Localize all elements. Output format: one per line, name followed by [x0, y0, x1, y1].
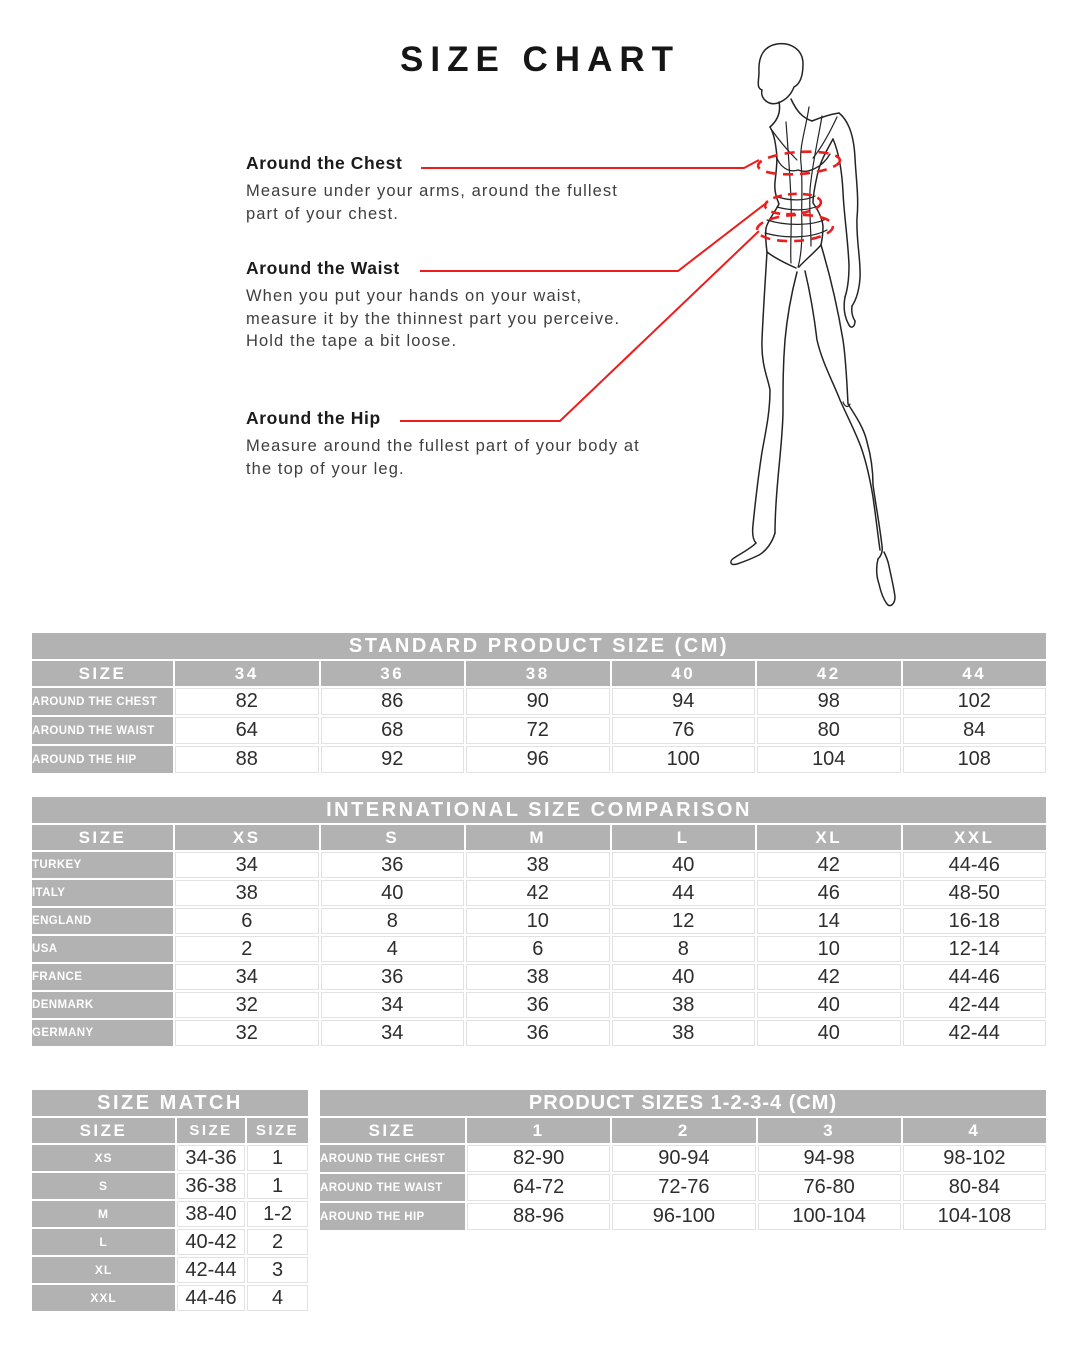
- cell: 82-90: [467, 1145, 610, 1172]
- column-header: 40: [612, 661, 756, 686]
- cell: 104-108: [903, 1203, 1046, 1230]
- table-row: [32, 717, 1046, 744]
- cell: 8: [321, 908, 465, 934]
- size-match-table: [30, 1088, 310, 1313]
- row-label: AROUND THE CHEST: [320, 1145, 465, 1172]
- column-header-row: [32, 825, 1046, 850]
- table-row: [320, 1174, 1046, 1201]
- cell: 98-102: [903, 1145, 1046, 1172]
- cell: 44: [612, 880, 756, 906]
- cell: 72: [466, 717, 610, 744]
- hip-guide-section: [246, 408, 658, 480]
- cell: 76-80: [758, 1174, 901, 1201]
- cell: 96: [466, 746, 610, 773]
- table-row: [32, 688, 1046, 715]
- cell: 90: [466, 688, 610, 715]
- column-header: 44: [903, 661, 1047, 686]
- table-row: [32, 1229, 308, 1255]
- cell: 48-50: [903, 880, 1047, 906]
- table-title: INTERNATIONAL SIZE COMPARISON: [32, 797, 1046, 823]
- cell: 40: [757, 1020, 901, 1046]
- row-label: FRANCE: [32, 964, 173, 990]
- hip-measure-ellipse: [756, 213, 833, 243]
- cell: 82: [175, 688, 319, 715]
- row-label: S: [32, 1173, 175, 1199]
- cell: 42-44: [177, 1257, 245, 1283]
- corner-label: SIZE: [32, 825, 173, 850]
- table-row: [32, 1201, 308, 1227]
- cell: 6: [175, 908, 319, 934]
- cell: 10: [757, 936, 901, 962]
- row-label: XS: [32, 1145, 175, 1171]
- cell: 1-2: [247, 1201, 308, 1227]
- cell: 42-44: [903, 1020, 1047, 1046]
- column-header-row: [320, 1118, 1046, 1143]
- waist-guide-heading: Around the Waist: [246, 258, 400, 278]
- row-label: AROUND THE HIP: [32, 746, 173, 773]
- cell: 44-46: [177, 1285, 245, 1311]
- table-row: [32, 880, 1046, 906]
- cell: 94-98: [758, 1145, 901, 1172]
- waist-guide-body: When you put your hands on your waist, measure it by the thinnest part you perceive. Hold the tape a bit loose.: [246, 287, 621, 350]
- column-header: XXL: [903, 825, 1047, 850]
- row-label: L: [32, 1229, 175, 1255]
- croquis-outline: [731, 44, 895, 606]
- column-header: XS: [175, 825, 319, 850]
- column-header: M: [466, 825, 610, 850]
- cell: 4: [247, 1285, 308, 1311]
- table-row: [32, 964, 1046, 990]
- cell: 80-84: [903, 1174, 1046, 1201]
- cell: 86: [321, 688, 465, 715]
- cell: 2: [175, 936, 319, 962]
- row-label: XL: [32, 1257, 175, 1283]
- row-label: AROUND THE WAIST: [320, 1174, 465, 1201]
- column-header: 36: [321, 661, 465, 686]
- column-header: SIZE: [247, 1118, 308, 1143]
- column-header-row: [32, 1118, 308, 1143]
- cell: 42-44: [903, 992, 1047, 1018]
- cell: 1: [247, 1173, 308, 1199]
- table-row: [32, 1173, 308, 1199]
- cell: 40: [612, 852, 756, 878]
- cell: 36: [466, 1020, 610, 1046]
- cell: 38-40: [177, 1201, 245, 1227]
- cell: 34: [321, 1020, 465, 1046]
- column-header: XL: [757, 825, 901, 850]
- cell: 40: [321, 880, 465, 906]
- cell: 100-104: [758, 1203, 901, 1230]
- cell: 36: [321, 852, 465, 878]
- hip-guide-body: Measure around the fullest part of your body at the top of your leg.: [246, 437, 640, 478]
- column-header: 2: [612, 1118, 755, 1143]
- table-title: PRODUCT SIZES 1-2-3-4 (CM): [320, 1090, 1046, 1116]
- row-label: GERMANY: [32, 1020, 173, 1046]
- cell: 92: [321, 746, 465, 773]
- column-header: 42: [757, 661, 901, 686]
- standard-product-size-table: [30, 631, 1048, 775]
- cell: 4: [321, 936, 465, 962]
- cell: 94: [612, 688, 756, 715]
- cell: 34: [175, 852, 319, 878]
- column-header: 3: [758, 1118, 901, 1143]
- row-label: USA: [32, 936, 173, 962]
- corner-label: SIZE: [32, 661, 173, 686]
- table-row: [32, 1285, 308, 1311]
- cell: 38: [612, 1020, 756, 1046]
- column-header: 34: [175, 661, 319, 686]
- cell: 90-94: [612, 1145, 755, 1172]
- table-row: [32, 746, 1046, 773]
- cell: 64-72: [467, 1174, 610, 1201]
- cell: 38: [466, 852, 610, 878]
- column-header: 4: [903, 1118, 1046, 1143]
- cell: 2: [247, 1229, 308, 1255]
- table-row: [320, 1145, 1046, 1172]
- cell: 42: [757, 852, 901, 878]
- table-row: [32, 992, 1046, 1018]
- row-label: ITALY: [32, 880, 173, 906]
- cell: 72-76: [612, 1174, 755, 1201]
- cell: 96-100: [612, 1203, 755, 1230]
- row-label: DENMARK: [32, 992, 173, 1018]
- cell: 36: [466, 992, 610, 1018]
- table-row: [32, 936, 1046, 962]
- cell: 36: [321, 964, 465, 990]
- cell: 3: [247, 1257, 308, 1283]
- cell: 38: [466, 964, 610, 990]
- cell: 32: [175, 1020, 319, 1046]
- cell: 64: [175, 717, 319, 744]
- chest-guide-body: Measure under your arms, around the fullest part of your chest.: [246, 182, 618, 223]
- waist-guide-section: [246, 258, 658, 353]
- chest-guide-section: [246, 153, 626, 225]
- cell: 10: [466, 908, 610, 934]
- product-sizes-table: [318, 1088, 1048, 1232]
- cell: 36-38: [177, 1173, 245, 1199]
- row-label: XXL: [32, 1285, 175, 1311]
- table-title: SIZE MATCH: [32, 1090, 308, 1116]
- table-row: [32, 1257, 308, 1283]
- row-label: AROUND THE HIP: [320, 1203, 465, 1230]
- cell: 8: [612, 936, 756, 962]
- chest-guide-heading: Around the Chest: [246, 153, 403, 173]
- cell: 84: [903, 717, 1047, 744]
- cell: 40: [757, 992, 901, 1018]
- cell: 16-18: [903, 908, 1047, 934]
- cell: 98: [757, 688, 901, 715]
- cell: 88: [175, 746, 319, 773]
- cell: 40-42: [177, 1229, 245, 1255]
- table-row: [32, 1145, 308, 1171]
- cell: 108: [903, 746, 1047, 773]
- cell: 42: [757, 964, 901, 990]
- cell: 44-46: [903, 964, 1047, 990]
- cell: 38: [612, 992, 756, 1018]
- cell: 14: [757, 908, 901, 934]
- chest-measure-ellipse: [757, 149, 840, 177]
- cell: 80: [757, 717, 901, 744]
- column-header: SIZE: [32, 1118, 175, 1143]
- cell: 12: [612, 908, 756, 934]
- cell: 34-36: [177, 1145, 245, 1171]
- column-header: S: [321, 825, 465, 850]
- column-header: 38: [466, 661, 610, 686]
- cell: 32: [175, 992, 319, 1018]
- cell: 68: [321, 717, 465, 744]
- row-label: AROUND THE CHEST: [32, 688, 173, 715]
- column-header: L: [612, 825, 756, 850]
- cell: 34: [321, 992, 465, 1018]
- cell: 6: [466, 936, 610, 962]
- hip-guide-heading: Around the Hip: [246, 408, 381, 428]
- cell: 100: [612, 746, 756, 773]
- column-header: 1: [467, 1118, 610, 1143]
- cell: 1: [247, 1145, 308, 1171]
- page-title: SIZE CHART: [400, 40, 680, 79]
- cell: 46: [757, 880, 901, 906]
- row-label: TURKEY: [32, 852, 173, 878]
- row-label: M: [32, 1201, 175, 1227]
- cell: 38: [175, 880, 319, 906]
- column-header: SIZE: [177, 1118, 245, 1143]
- cell: 102: [903, 688, 1047, 715]
- table-row: [32, 908, 1046, 934]
- cell: 88-96: [467, 1203, 610, 1230]
- row-label: AROUND THE WAIST: [32, 717, 173, 744]
- row-label: ENGLAND: [32, 908, 173, 934]
- table-row: [32, 852, 1046, 878]
- cell: 76: [612, 717, 756, 744]
- table-row: [32, 1020, 1046, 1046]
- column-header-row: [32, 661, 1046, 686]
- cell: 42: [466, 880, 610, 906]
- international-size-table: [30, 795, 1048, 1048]
- corner-label: SIZE: [320, 1118, 465, 1143]
- table-title: STANDARD PRODUCT SIZE (CM): [32, 633, 1046, 659]
- cell: 104: [757, 746, 901, 773]
- cell: 44-46: [903, 852, 1047, 878]
- waist-measure-ellipse: [764, 192, 821, 216]
- table-row: [320, 1203, 1046, 1230]
- cell: 40: [612, 964, 756, 990]
- cell: 12-14: [903, 936, 1047, 962]
- cell: 34: [175, 964, 319, 990]
